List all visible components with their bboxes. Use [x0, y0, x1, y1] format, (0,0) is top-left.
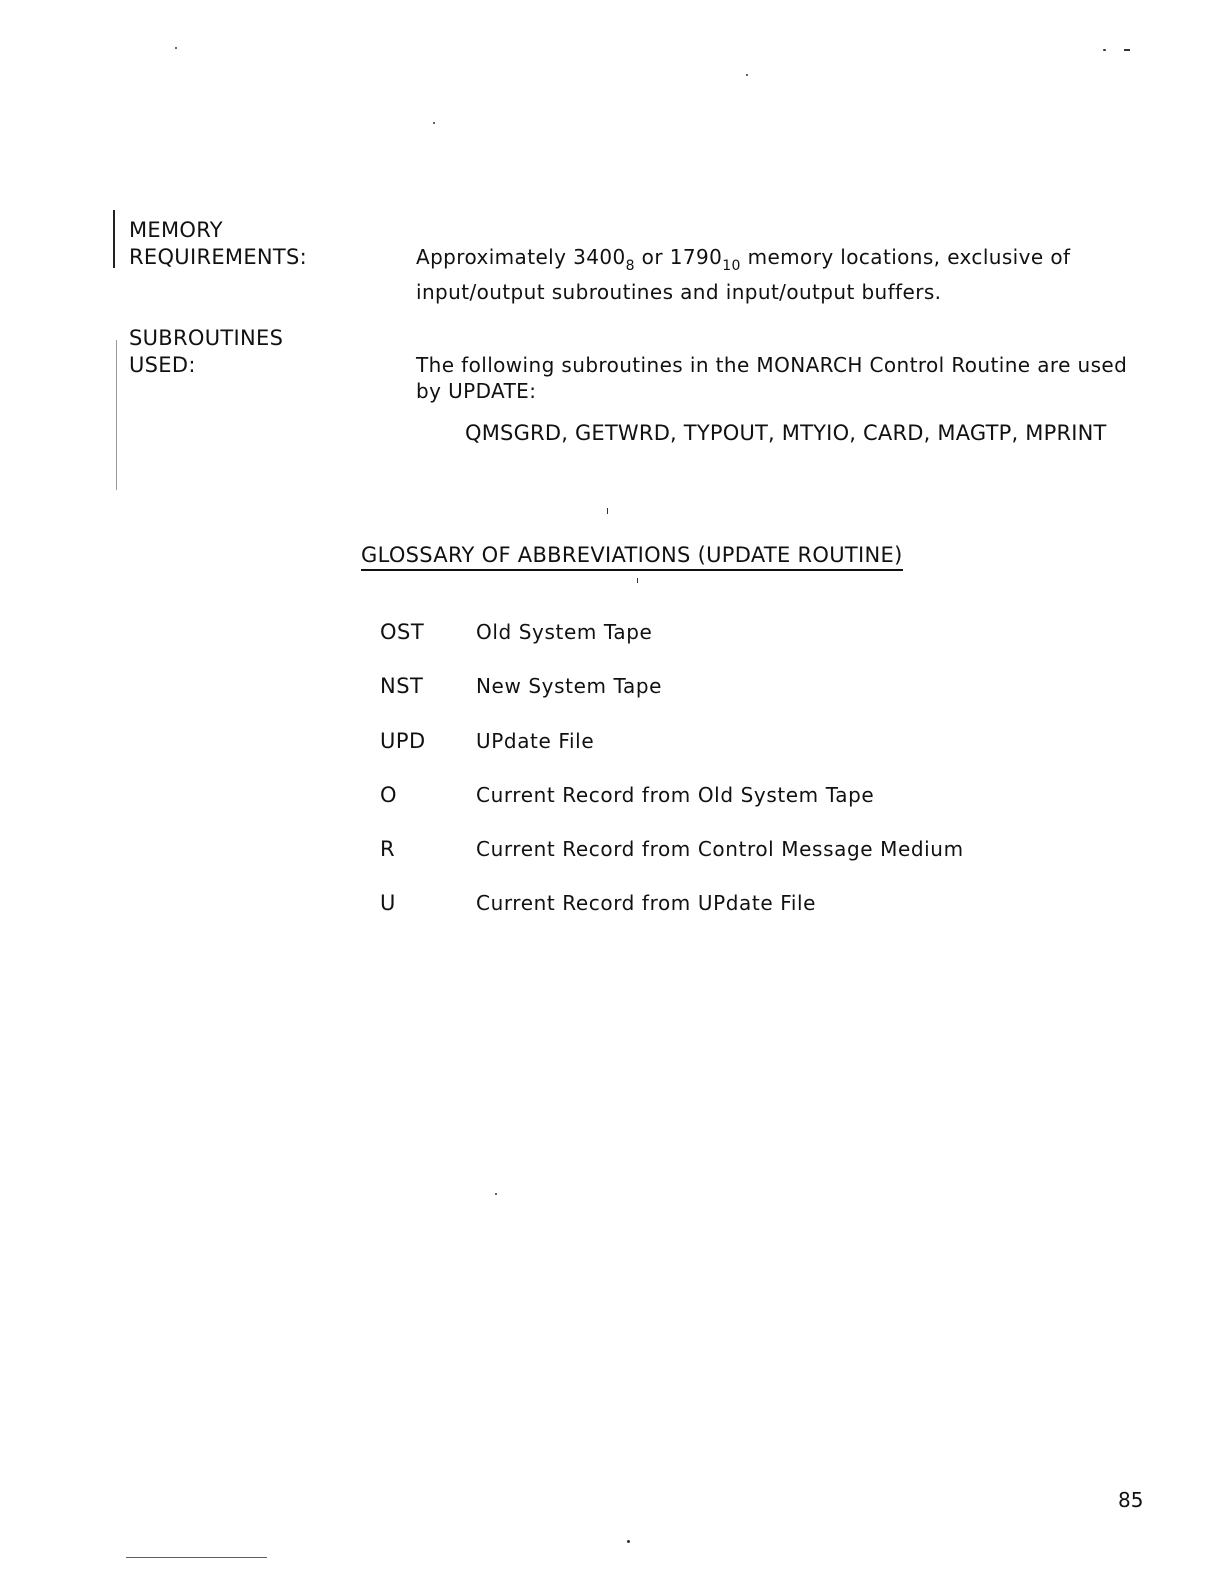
subroutines-label-line1: SUBROUTINES: [129, 326, 284, 350]
glossary-abbr: U: [380, 891, 396, 916]
memory-subscript-base10: 10: [722, 258, 741, 274]
footer-rule: [126, 1557, 267, 1558]
glossary-definition: UPdate File: [476, 728, 595, 753]
subroutines-list: QMSGRD, GETWRD, TYPOUT, MTYIO, CARD, MAGTP, MPRINT: [465, 421, 1107, 445]
subroutines-text: [416, 352, 1127, 404]
glossary-definition: Current Record from UPdate File: [476, 891, 817, 916]
memory-text-part3: memory locations, exclusive of: [740, 245, 1071, 269]
glossary-abbr: OST: [380, 620, 425, 644]
subroutines-label-line2: USED:: [129, 353, 196, 377]
glossary-abbr: NST: [380, 674, 424, 699]
memory-label-line2: REQUIREMENTS:: [129, 245, 308, 269]
scan-speck: [175, 47, 177, 49]
memory-text-line2: input/output subroutines and input/output buffers.: [416, 280, 942, 304]
scan-speck: [607, 508, 608, 514]
glossary-heading: GLOSSARY OF ABBREVIATIONS (UPDATE ROUTINE): [361, 543, 903, 571]
scan-speck: [746, 74, 748, 76]
scan-speck: [433, 122, 435, 124]
subroutines-text-line2: by UPDATE:: [416, 379, 537, 403]
glossary-abbr: UPD: [380, 728, 426, 753]
glossary-definition: Current Record from Control Message Medium: [476, 837, 964, 862]
memory-label: [129, 217, 307, 271]
memory-label-line1: MEMORY: [129, 218, 223, 242]
scan-speck: [627, 1540, 630, 1543]
change-bar-faint: [116, 340, 117, 490]
glossary-definition: New System Tape: [476, 674, 663, 699]
memory-subscript-base8: 8: [625, 258, 635, 274]
glossary-definition: Old System Tape: [476, 620, 653, 644]
memory-text-part1: Approximately 3400: [416, 245, 626, 269]
scan-speck: [495, 1193, 497, 1195]
scan-speck: [637, 578, 638, 583]
memory-text: [416, 244, 1070, 305]
subroutines-label: [129, 325, 283, 379]
glossary-abbr: O: [380, 782, 398, 807]
change-bar: [113, 210, 115, 268]
memory-text-line1: [416, 244, 1070, 279]
glossary-definition: Current Record from Old System Tape: [476, 782, 875, 807]
memory-text-part2: or 1790: [634, 245, 723, 269]
glossary-abbr: R: [380, 837, 396, 862]
scan-speck: [1124, 49, 1130, 51]
page-number: 85: [1118, 1488, 1144, 1512]
scan-speck: [1103, 49, 1106, 51]
subroutines-text-line1: The following subroutines in the MONARCH Control Routine are used: [416, 353, 1128, 377]
